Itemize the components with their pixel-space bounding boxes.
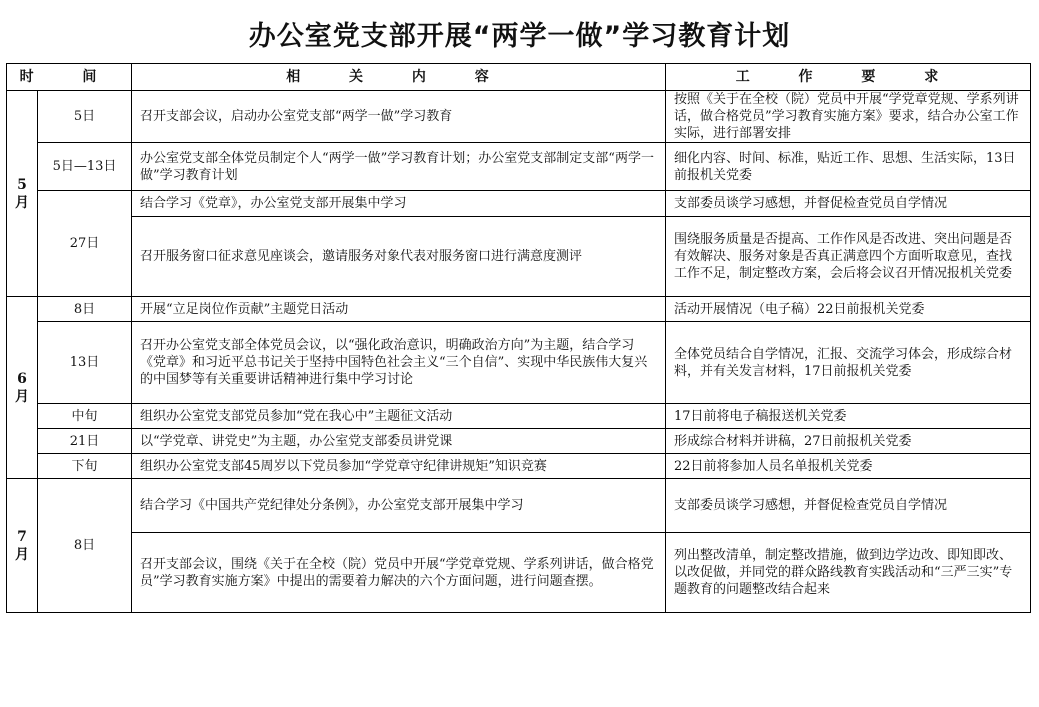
plan-table: [6, 63, 1031, 613]
table-row: [7, 479, 1031, 533]
day-cell: 8日: [38, 297, 132, 322]
table-row: [7, 297, 1031, 322]
header-requirement: 工 作 要 求: [666, 64, 1031, 91]
content-cell: 召开服务窗口征求意见座谈会，邀请服务对象代表对服务窗口进行满意度测评: [132, 217, 666, 297]
table-row: [7, 143, 1031, 191]
day-cell: 下旬: [38, 454, 132, 479]
table-row: [7, 404, 1031, 429]
content-cell: 开展“立足岗位作贡献”主题党日活动: [132, 297, 666, 322]
table-row: [7, 191, 1031, 217]
content-cell: 结合学习《中国共产党纪律处分条例》，办公室党支部开展集中学习: [132, 479, 666, 533]
requirement-cell: 17日前将电子稿报送机关党委: [666, 404, 1031, 429]
month-cell: 6月: [7, 297, 38, 479]
day-cell: 8日: [38, 479, 132, 613]
month-cell: 5月: [7, 91, 38, 297]
header-content: 相 关 内 容: [132, 64, 666, 91]
requirement-cell: 形成综合材料并讲稿，27日前报机关党委: [666, 429, 1031, 454]
table-row: [7, 217, 1031, 297]
day-cell: 21日: [38, 429, 132, 454]
content-cell: 结合学习《党章》，办公室党支部开展集中学习: [132, 191, 666, 217]
content-cell: 以“学党章、讲党史”为主题，办公室党支部委员讲党课: [132, 429, 666, 454]
day-cell: 13日: [38, 322, 132, 404]
requirement-cell: 全体党员结合自学情况，汇报、交流学习体会，形成综合材料，并有关发言材料，17日前报机关党委: [666, 322, 1031, 404]
day-cell: 27日: [38, 191, 132, 297]
requirement-cell: 按照《关于在全校（院）党员中开展“学党章党规、学系列讲话，做合格党员”学习教育实施方案》要求，结合办公室工作实际，进行部署安排: [666, 91, 1031, 143]
header-time: 时 间: [7, 64, 132, 91]
content-cell: 组织办公室党支部45周岁以下党员参加“学党章守纪律讲规矩”知识竞赛: [132, 454, 666, 479]
requirement-cell: 活动开展情况（电子稿）22日前报机关党委: [666, 297, 1031, 322]
day-cell: 5日—13日: [38, 143, 132, 191]
table-row: [7, 91, 1031, 143]
requirement-cell: 细化内容、时间、标准，贴近工作、思想、生活实际，13日前报机关党委: [666, 143, 1031, 191]
table-row: [7, 322, 1031, 404]
content-cell: 组织办公室党支部党员参加“党在我心中”主题征文活动: [132, 404, 666, 429]
requirement-cell: 围绕服务质量是否提高、工作作风是否改进、突出问题是否有效解决、服务对象是否真正满意四个方面听取意见，查找工作不足，制定整改方案，会后将会议召开情况报机关党委: [666, 217, 1031, 297]
month-cell: 7月: [7, 479, 38, 613]
content-cell: 召开支部会议，围绕《关于在全校（院）党员中开展“学党章党规、学系列讲话，做合格党员”学习教育实施方案》中提出的需要着力解决的六个方面问题，进行问题查摆。: [132, 533, 666, 613]
requirement-cell: 22日前将参加人员名单报机关党委: [666, 454, 1031, 479]
requirement-cell: 支部委员谈学习感想，并督促检查党员自学情况: [666, 479, 1031, 533]
day-cell: 5日: [38, 91, 132, 143]
day-cell: 中旬: [38, 404, 132, 429]
table-row: [7, 533, 1031, 613]
content-cell: 召开办公室党支部全体党员会议，以“强化政治意识，明确政治方向”为主题，结合学习《党章》和习近平总书记关于坚持中国特色社会主义“三个自信”、实现中华民族伟大复兴的中国梦等有关重要讲话精神进行集中学习讨论: [132, 322, 666, 404]
table-row: [7, 429, 1031, 454]
requirement-cell: 支部委员谈学习感想，并督促检查党员自学情况: [666, 191, 1031, 217]
content-cell: 召开支部会议，启动办公室党支部“两学一做”学习教育: [132, 91, 666, 143]
content-cell: 办公室党支部全体党员制定个人“两学一做”学习教育计划；办公室党支部制定支部“两学一做”学习教育计划: [132, 143, 666, 191]
table-row: [7, 454, 1031, 479]
requirement-cell: 列出整改清单，制定整改措施，做到边学边改、即知即改、以改促做，并同党的群众路线教育实践活动和“三严三实”专题教育的问题整改结合起来: [666, 533, 1031, 613]
page-title: 办公室党支部开展“两学一做”学习教育计划: [248, 21, 791, 52]
header-row: [7, 64, 1031, 91]
